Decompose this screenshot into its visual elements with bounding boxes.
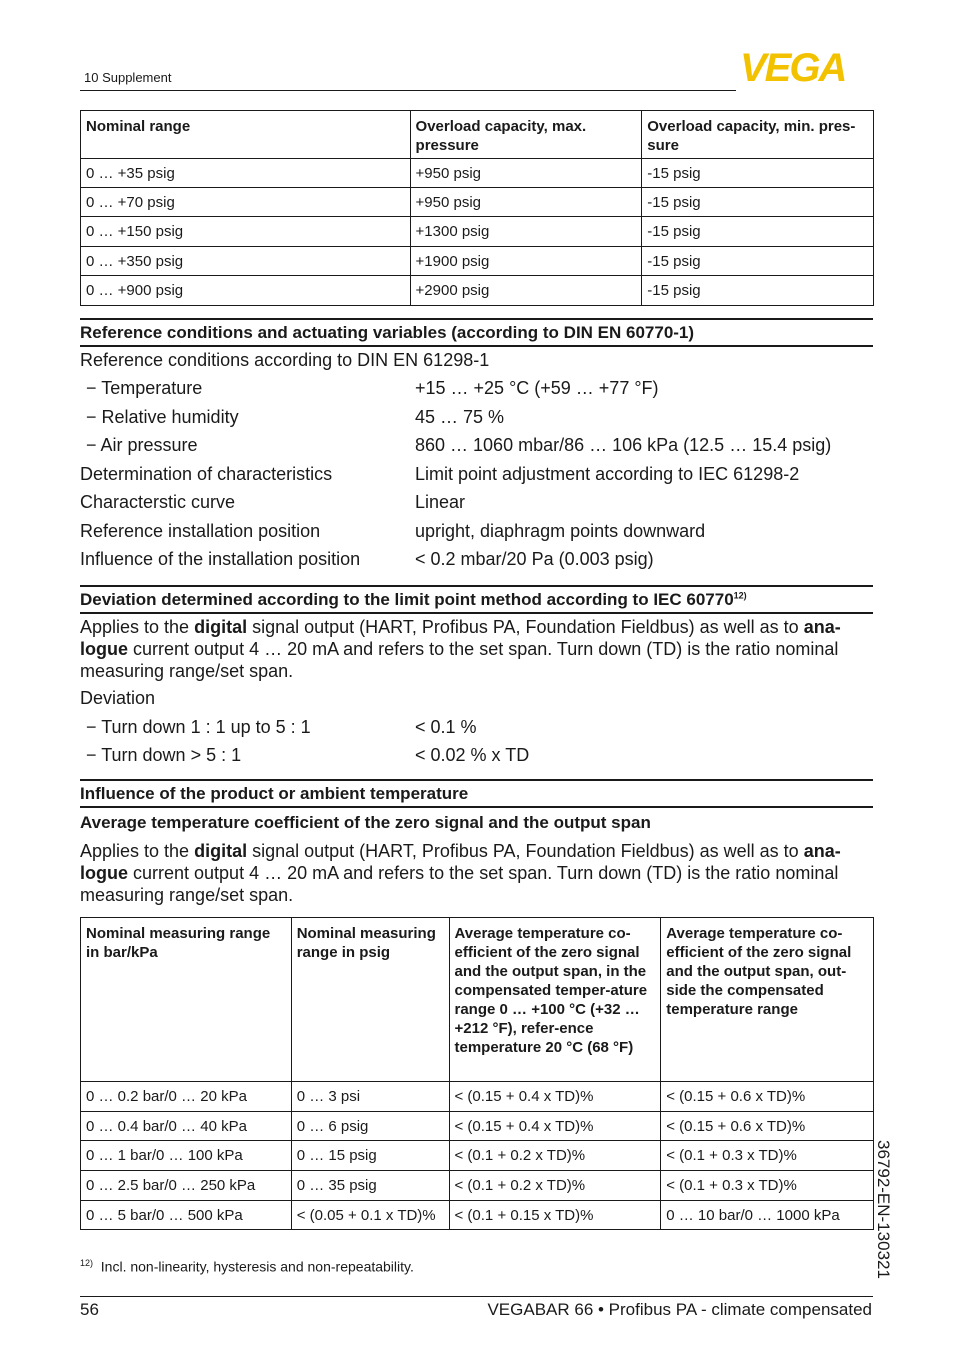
table-cell: 0 … 10 bar/0 … 1000 kPa [661,1201,874,1230]
table-cell: < (0.05 + 0.1 x TD)% [291,1201,449,1230]
para-bold: digital [194,841,248,861]
deviation-label: Deviation [80,688,156,708]
footer-rule [80,1296,873,1297]
table-cell: +950 psig [410,159,642,188]
ref-label: − Relative humidity [86,407,239,427]
table-cell: < (0.15 + 0.6 x TD)% [661,1112,874,1141]
table-cell: -15 psig [642,276,874,306]
table-cell: < (0.15 + 0.4 x TD)% [449,1082,661,1112]
table-row [81,247,874,276]
deviation-item-value: < 0.1 % [415,717,477,737]
table-cell: 0 … 0.2 bar/0 … 20 kPa [81,1082,292,1112]
para-text: signal output (HART, Profibus PA, Foundation Fieldbus) as well as to [247,841,804,861]
ref-value: 45 … 75 % [415,407,505,427]
table-header: Nominal range [81,111,411,159]
table-row [81,1141,874,1171]
table-cell: < (0.1 + 0.2 x TD)% [449,1141,661,1171]
ref-value: upright, diaphragm points downward [415,521,706,541]
table-cell: 0 … 15 psig [291,1141,449,1171]
deviation-heading-text: Deviation determined according to the limit point method according to IEC 60770 [80,590,734,609]
table-cell: 0 … 35 psig [291,1171,449,1201]
header-rule [80,90,736,91]
table-cell: 0 … 0.4 bar/0 … 40 kPa [81,1112,292,1141]
table-row [81,1171,874,1201]
table-cell: +1300 psig [410,217,642,247]
vega-logo [740,48,873,84]
temperature-coefficient-table [80,917,874,1230]
table-cell: 0 … 3 psi [291,1082,449,1112]
table-row [81,276,874,306]
table-header: Average temperature co-efficient of the zero signal and the output span, out-side the compensated temperature range [661,918,874,1082]
table-cell: -15 psig [642,217,874,247]
section-heading-reference: Reference conditions and actuating variables (according to DIN EN 60770-1) [80,318,873,347]
subheading-temp-coefficient: Average temperature coefficient of the zero signal and the output span [80,813,651,832]
para-text: Applies to the [80,617,195,637]
table-cell: 0 … 6 psig [291,1112,449,1141]
table-cell: +950 psig [410,188,642,217]
table-header: Nominal measuring range in bar/kPa [81,918,292,1082]
influence-paragraph [80,840,870,906]
table-cell: -15 psig [642,188,874,217]
ref-label: − Air pressure [86,435,198,455]
table-cell: -15 psig [642,247,874,276]
deviation-paragraph [80,616,870,682]
table-header: Average temperature co-efficient of the zero signal and the output span, in the compensated temper-ature range 0 … +100 °C (+32 … +212 °F), refer-ence temperature 20 °C (68 °F) [449,918,661,1082]
footnote-ref: 12) [733,590,747,601]
table-row [81,217,874,247]
document-code: 36792-EN-130321 [874,1140,893,1279]
table-cell: -15 psig [642,159,874,188]
para-text: current output 4 … 20 mA and refers to the set span. Turn down (TD) is the ratio nominal measuring range/set span. [80,863,839,905]
para-text: Applies to the [80,841,195,861]
ref-value: Limit point adjustment according to IEC 61298-2 [415,464,800,484]
table-cell: < (0.15 + 0.6 x TD)% [661,1082,874,1112]
para-text: current output 4 … 20 mA and refers to the set span. Turn down (TD) is the ratio nominal measuring range/set span. [80,639,839,681]
table-cell: 0 … 1 bar/0 … 100 kPa [81,1141,292,1171]
ref-label: Reference installation position [80,521,321,541]
table-cell: 0 … +900 psig [81,276,411,306]
ref-label: Influence of the installation position [80,549,361,569]
footnote-mark: 12) [80,1258,94,1268]
ref-label: Characterstic curve [80,492,236,512]
table-cell: 0 … 5 bar/0 … 500 kPa [81,1201,292,1230]
ref-value: < 0.2 mbar/20 Pa (0.003 psig) [415,549,654,569]
table-header: Overload capacity, min. pres-sure [642,111,874,159]
table-cell: 0 … +350 psig [81,247,411,276]
para-bold: ana-logue [80,617,841,659]
table-row [81,1082,874,1112]
ref-label: Determination of characteristics [80,464,333,484]
table-cell: +1900 psig [410,247,642,276]
overload-table [80,110,874,306]
table-cell: < (0.1 + 0.15 x TD)% [449,1201,661,1230]
table-cell: < (0.15 + 0.4 x TD)% [449,1112,661,1141]
table-header: Overload capacity, max. pressure [410,111,642,159]
deviation-item-label: − Turn down > 5 : 1 [86,745,242,765]
table-row [81,1112,874,1141]
table-cell: < (0.1 + 0.2 x TD)% [449,1171,661,1201]
table-cell: < (0.1 + 0.3 x TD)% [661,1141,874,1171]
deviation-item-value: < 0.02 % x TD [415,745,530,765]
section-heading-deviation [80,585,873,614]
table-row [81,1201,874,1230]
table-header: Nominal measuring range in psig [291,918,449,1082]
para-bold: ana-logue [80,841,841,883]
ref-value: 860 … 1060 mbar/86 … 106 kPa (12.5 … 15.4 psig) [415,435,832,455]
ref-value: Linear [415,492,466,512]
table-row [81,159,874,188]
ref-intro: Reference conditions according to DIN EN 61298-1 [80,350,490,370]
ref-value: +15 … +25 °C (+59 … +77 °F) [415,378,659,398]
footnote [80,1258,414,1275]
section-heading-influence: Influence of the product or ambient temperature [80,779,873,808]
table-cell: 0 … +70 psig [81,188,411,217]
table-cell: +2900 psig [410,276,642,306]
para-text: signal output (HART, Profibus PA, Foundation Fieldbus) as well as to [247,617,804,637]
para-bold: digital [194,617,248,637]
logo-text: VEGA [740,48,846,84]
ref-label: − Temperature [86,378,203,398]
page-number: 56 [80,1300,99,1319]
document-title: VEGABAR 66 • Profibus PA - climate compensated [487,1300,872,1319]
deviation-item-label: − Turn down 1 : 1 up to 5 : 1 [86,717,311,737]
table-row [81,188,874,217]
table-cell: 0 … +35 psig [81,159,411,188]
footnote-text: Incl. non-linearity, hysteresis and non-repeatability. [100,1258,414,1275]
table-cell: < (0.1 + 0.3 x TD)% [661,1171,874,1201]
section-label: 10 Supplement [84,70,172,85]
table-cell: 0 … 2.5 bar/0 … 250 kPa [81,1171,292,1201]
table-cell: 0 … +150 psig [81,217,411,247]
